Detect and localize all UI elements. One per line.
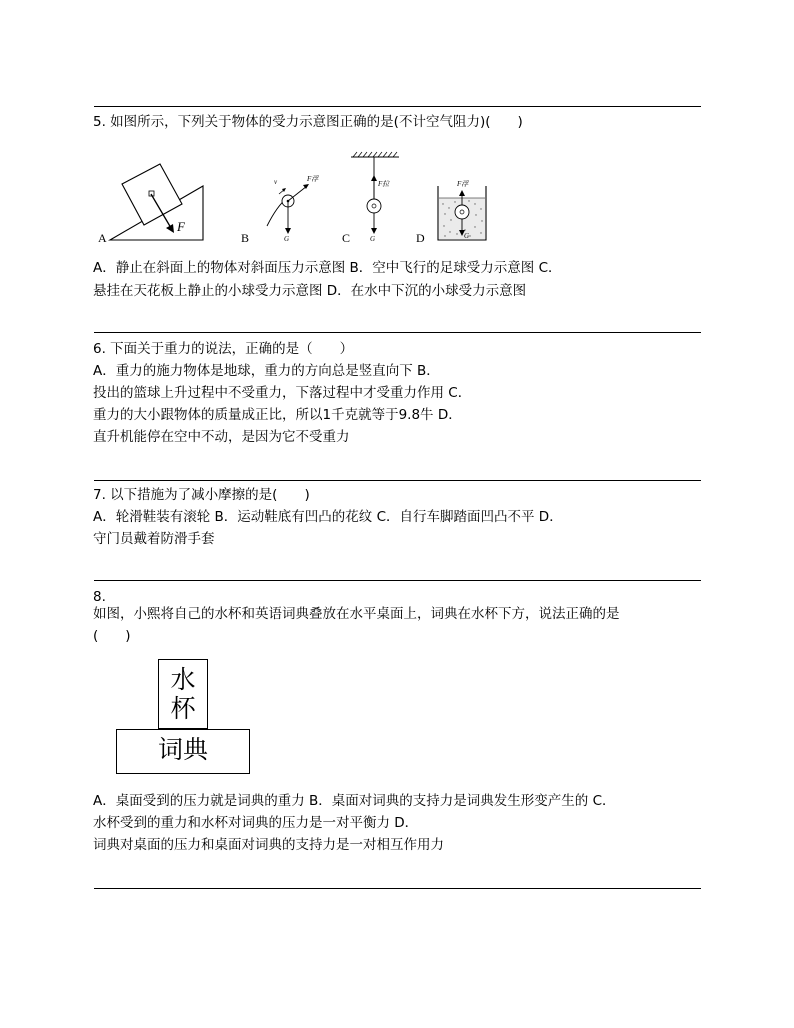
figure-c-hanging <box>342 152 399 245</box>
option-b-label: B <box>241 231 250 245</box>
question-7-stem: 7. 以下措施为了减小摩擦的是( ) <box>93 487 310 503</box>
question-8-number: 8. <box>93 589 106 605</box>
question-6-line-1: A．重力的施力物体是地球，重力的方向总是竖直向下 B． <box>93 363 440 379</box>
question-6-line-4: 直升机能停在空中不动，是因为它不受重力 <box>93 429 350 445</box>
question-8-stem: 如图，小熙将自己的水杯和英语词典叠放在水平桌面上，词典在水杯下方，说法正确的是 <box>93 606 620 622</box>
figure-d-water <box>416 180 486 245</box>
question-7-line-2: 守门员戴着防滑手套 <box>93 531 215 547</box>
question-6-line-3: 重力的大小跟物体的质量成正比，所以1千克就等于9.8牛 D． <box>93 407 462 423</box>
tension-label: F拉 <box>378 180 390 188</box>
separator-line <box>94 888 701 889</box>
force-f-label: F <box>177 219 185 234</box>
velocity-label: v <box>274 178 278 186</box>
separator-line <box>94 332 701 333</box>
question-8-line-2: 水杯受到的重力和水杯对词典的压力是一对平衡力 D． <box>93 815 419 831</box>
option-d-label: D <box>416 231 425 245</box>
separator-line <box>94 480 701 481</box>
option-a-label: A <box>98 231 107 245</box>
gravity-label: G <box>284 235 290 243</box>
question-8-line-1: A．桌面受到的压力就是词典的重力 B．桌面对词典的支持力是词典发生形变产生的 C． <box>93 793 616 809</box>
question-7-line-1: A．轮滑鞋装有滚轮 B．运动鞋底有凹凸的花纹 C．自行车脚踏面凹凸不平 D． <box>93 509 563 525</box>
question-6-line-2: 投出的篮球上升过程中不受重力，下落过程中才受重力作用 C． <box>93 385 472 401</box>
gravity-label: G <box>464 232 470 240</box>
separator-line <box>94 106 701 107</box>
question-5-options-line-1: A．静止在斜面上的物体对斜面压力示意图 B．空中飞行的足球受力示意图 C． <box>93 260 562 276</box>
dictionary-label: 词典 <box>157 735 208 764</box>
option-c-label: C <box>342 231 351 245</box>
cup-label-2: 杯 <box>170 694 196 723</box>
question-5-options-line-2: 悬挂在天花板上静止的小球受力示意图 D．在水中下沉的小球受力示意图 <box>93 283 527 299</box>
question-8-paren: ( ) <box>93 628 131 644</box>
buoyancy-label: F浮 <box>457 180 469 188</box>
cup-on-dictionary-figure <box>116 659 250 774</box>
figure-b-ball <box>241 175 319 245</box>
cup-label-1: 水 <box>170 665 196 694</box>
question-6-stem: 6. 下面关于重力的说法，正确的是（ ） <box>93 341 354 357</box>
dictionary-box <box>116 729 250 774</box>
cup-box <box>158 659 208 729</box>
question-5-stem: 5. 如图所示，下列关于物体的受力示意图正确的是(不计空气阻力)( ) <box>93 114 523 130</box>
question-5-figure <box>95 148 505 248</box>
separator-line <box>94 580 701 581</box>
buoyancy-label: F浮 <box>307 175 319 183</box>
gravity-label: G <box>370 235 376 243</box>
question-8-line-3: 词典对桌面的压力和桌面对词典的支持力是一对相互作用力 <box>93 837 444 853</box>
figure-a-incline <box>98 164 203 245</box>
